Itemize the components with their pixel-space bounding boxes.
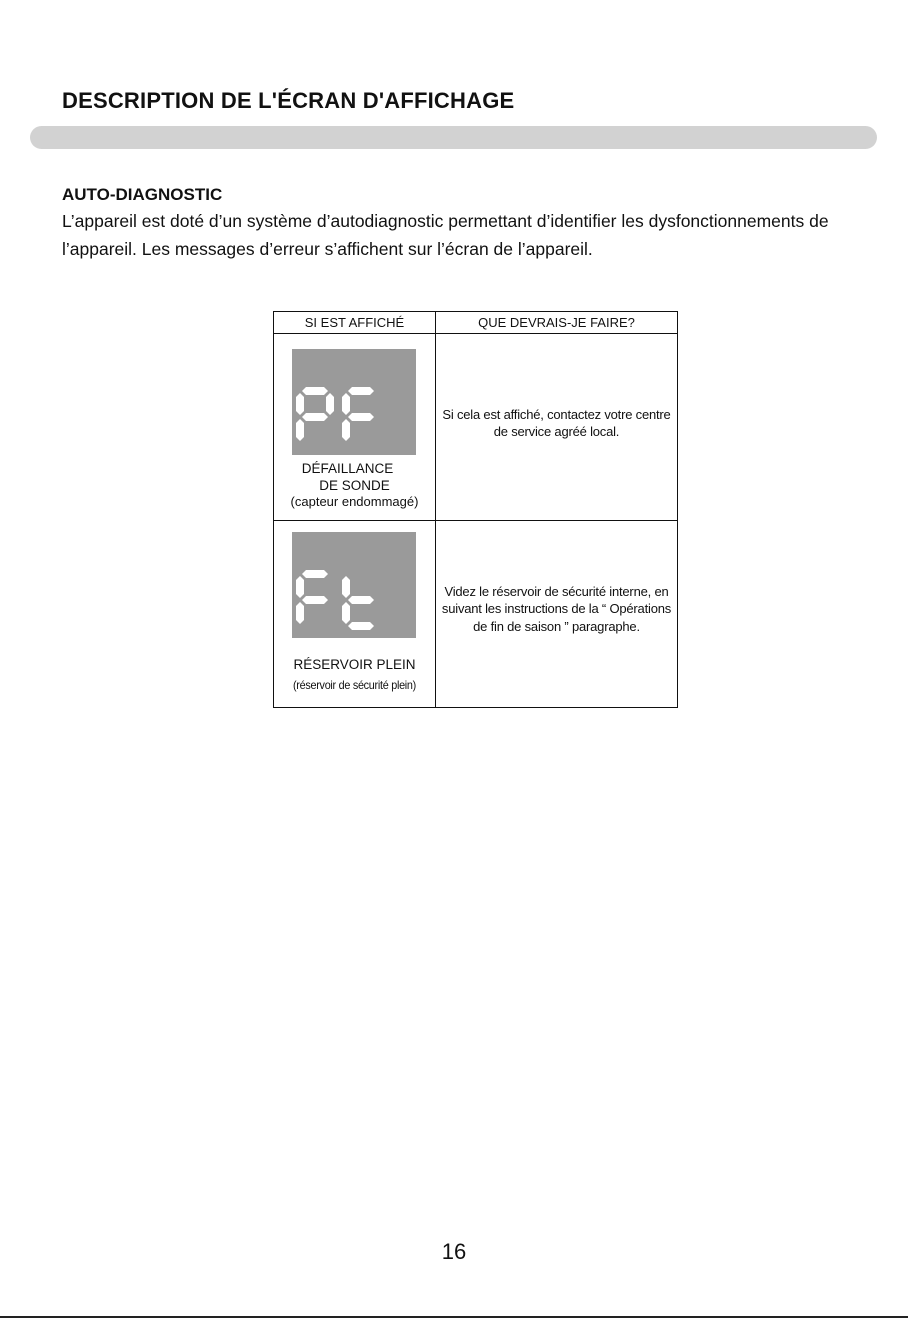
intro-paragraph: L’appareil est doté d’un système d’autodiagnostic permettant d’identifier les dysfonctionnements de l’appareil. Les messages d’erreur s’affichent sur l’écran de l’appareil.	[62, 211, 829, 259]
title-underline-bar	[30, 126, 877, 149]
table-row	[274, 521, 678, 708]
label-pf-line3: (capteur endommagé)	[290, 494, 419, 509]
label-ft	[274, 656, 435, 694]
display-cell-pf	[274, 334, 436, 521]
seven-segment-ft-icon	[292, 532, 416, 638]
page-number: 16	[441, 1239, 467, 1264]
label-ft-line1: RÉSERVOIR PLEIN	[293, 657, 416, 672]
lcd-display-pf	[292, 349, 416, 455]
page-title: DESCRIPTION DE L'ÉCRAN D'AFFICHAGE	[62, 88, 515, 113]
section-heading: AUTO-DIAGNOSTIC	[62, 185, 223, 204]
label-pf	[274, 460, 435, 510]
action-pf: Si cela est affiché, contactez votre centre de service agréé local.	[436, 334, 678, 521]
label-pf-line1: DÉFAILLANCE	[301, 461, 394, 476]
lcd-display-ft	[292, 532, 416, 638]
label-ft-line2: (réservoir de sécurité plein)	[292, 678, 417, 692]
error-code-table	[273, 311, 678, 708]
action-ft: Videz le réservoir de sécurité interne, en suivant les instructions de la “ Opérations de fin de saison ” paragraphe.	[436, 521, 678, 708]
display-cell-ft	[274, 521, 436, 708]
label-pf-line2: DE SONDE	[319, 478, 390, 493]
bottom-divider	[0, 1316, 908, 1318]
header-displayed: SI EST AFFICHÉ	[274, 312, 436, 334]
seven-segment-pf-icon	[292, 349, 416, 455]
table-row	[274, 334, 678, 521]
table-header-row	[274, 312, 678, 334]
header-action: QUE DEVRAIS-JE FAIRE?	[436, 312, 678, 334]
